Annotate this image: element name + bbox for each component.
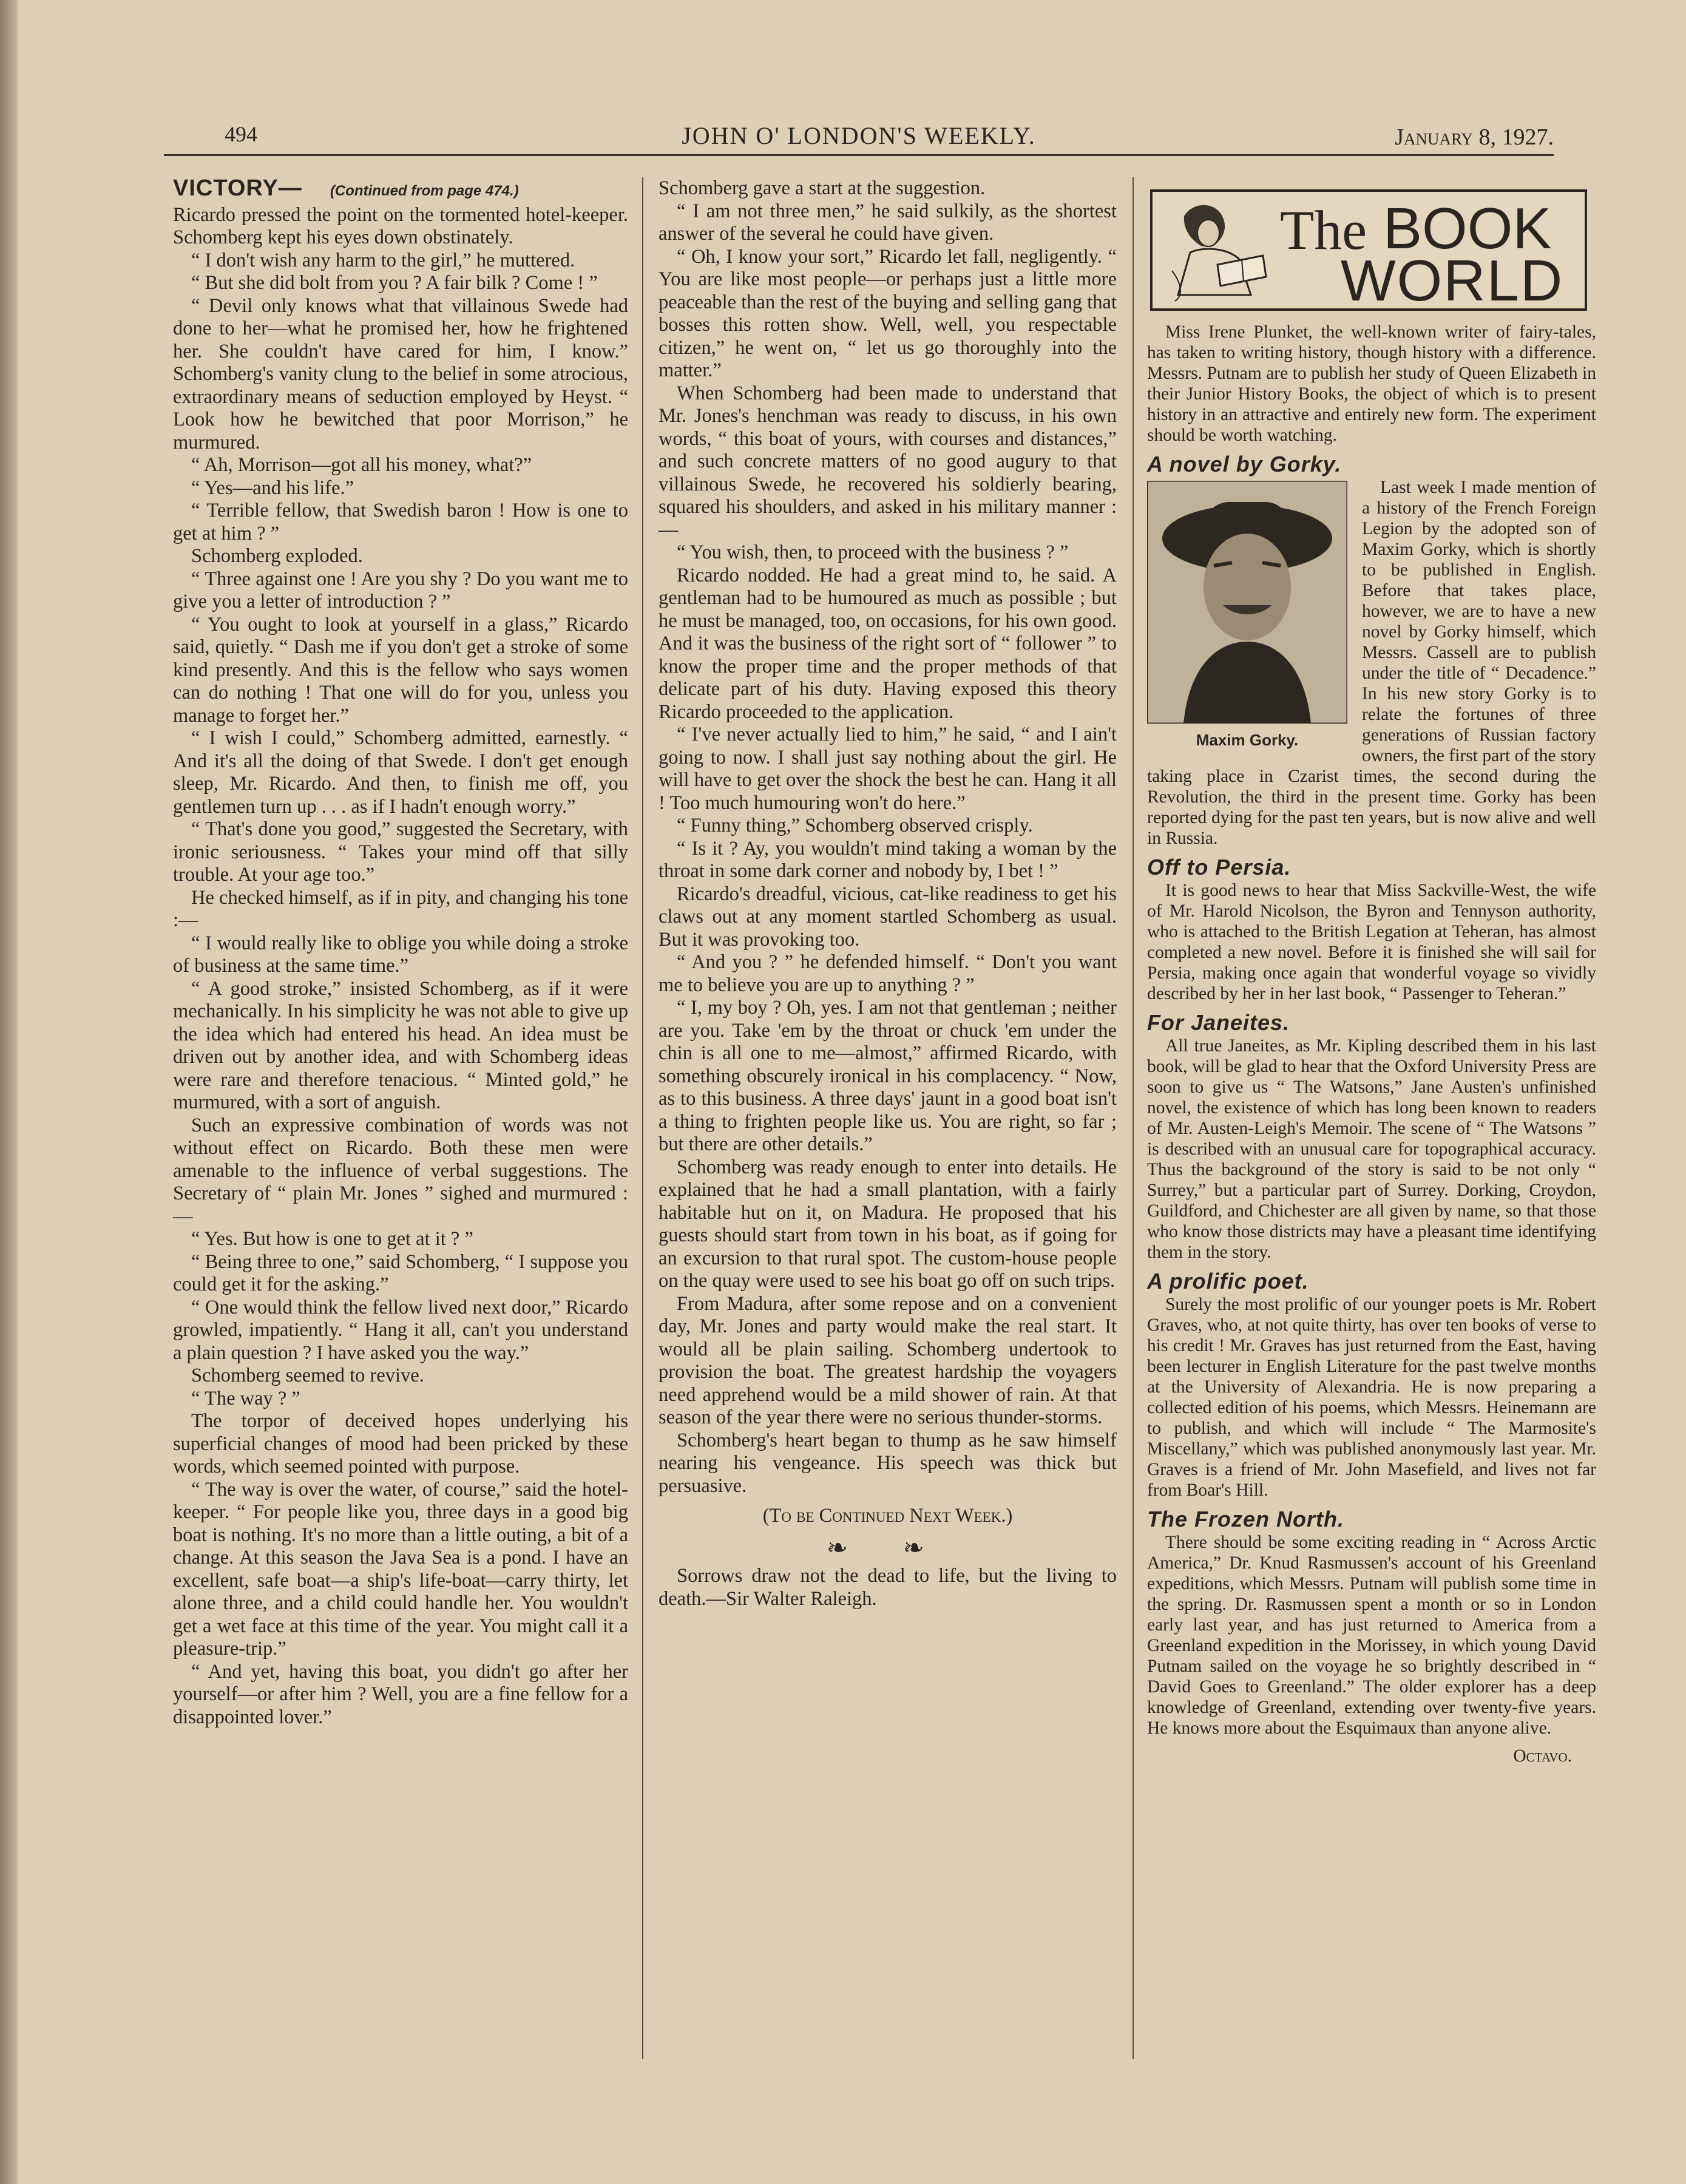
section-body: It is good news to hear that Miss Sackville-West, the wife of Mr. Harold Nicolson, the Byron and Tennyson authority, who is attached to the British Legation at Teheran, has almost completed a new novel. Before it is finished she will sail for Persia, making once again that wonderful voyage so vividly described by her in her last book, “ Passenger to Teheran.” (1147, 881, 1596, 1003)
section-heading: The Frozen North. (1147, 1507, 1344, 1531)
reading-woman-illustration (1160, 198, 1275, 302)
fleuron-ornament: ❧ ❧ (827, 1534, 949, 1562)
section-heading: A novel by Gorky. (1147, 452, 1342, 476)
header-rule (164, 154, 1554, 156)
paragraph: The torpor of deceived hopes underlying his superficial changes of mood had been pricked by these words, which seemed pointed with purpose. (173, 1410, 628, 1477)
page-header (164, 115, 1554, 164)
paragraph: “ One would think the fellow lived next door,” Ricardo growled, impatiently. “ Hang it all, can't you understand a plain question ? I have asked you the way.” (173, 1296, 628, 1364)
section-heading: For Janeites. (1147, 1010, 1290, 1035)
section-body: Last week I made mention of a history of the French Foreign Legion by the adopted son of Maxim Gorky, which is shortly to be published in English. Before that takes place, however, we are to have a new novel by Gorky himself, which Messrs. Cassell are to publish under the title of “ Decadence.” In his new story Gorky is to relate the fortunes of three generations of Russian factory owners, the first part of the story taking place in Czarist times, the second during the Revolution, the third in the present time. Gorky has been reported dying for the past ten years, but is now alive and well in Russia. (1147, 478, 1596, 848)
section-body: Surely the most prolific of our younger poets is Mr. Robert Graves, who, at not quite thirty, has over ten books of verse to his credit ! Mr. Graves has just returned from the East, having been lecturer in English Literature for the past twelve months at the University of Alexandria. He is now preparing a collected edition of his poems, which Messrs. Heinemann are to publish, and which will include “ The Marmosite's Miscellany,” which was published anonymously last year. Mr. Graves is a friend of Mr. John Masefield, and lives not far from Boar's Hill. (1147, 1295, 1596, 1500)
paragraph: “ The way is over the water, of course,” said the hotel-keeper. “ For people like you, three days in a good big boat is nothing. It's no more than a little outing, a bit of a change. At this season the Java Sea is a pond. I have an excellent, safe boat—a ship's life-boat—carry thirty, let alone three, and a child could handle her. You wouldn't get a wet face at this time of the year. You might call it a pleasure-trip.” (173, 1478, 628, 1660)
banner-word-the: The (1280, 199, 1367, 261)
paragraph: Schomberg gave a start at the suggestion. (658, 177, 986, 199)
paragraph: “ Yes. But how is one to get at it ? ” (191, 1228, 473, 1250)
paragraph: “ Devil only knows what that villainous Swede had done to her—what he promised her, how he frightened her. She couldn't have cared for him, I know.” Schomberg's vanity clung to the belief in some atrocious, extraordinary means of seduction employed by Heyst. “ Look how he bewitched that poor Morrison,” he murmured. (173, 294, 628, 453)
victory-heading (173, 177, 628, 203)
paragraph: He checked himself, as if in pity, and changing his tone :— (173, 886, 628, 931)
section-body: All true Janeites, as Mr. Kipling described them in his last book, will be glad to hear that the Oxford University Press are soon to give us “ The Watsons,” Jane Austen's unfinished novel, the existence of which has long been known to readers of Mr. Austen-Leigh's Memoir. The scene of “ The Watsons ” is described with an unusual care for topographical accuracy. Thus the background of the story is said to be not only “ Surrey,” but a particular part of Surrey. Dorking, Croydon, Guildford, and Chichester are all given by name, so that those who know those districts may have a pleasant time identifying them in the story. (1147, 1036, 1596, 1262)
gorky-figure (1147, 481, 1347, 750)
paragraph: Ricardo nodded. He had a great mind to, he said. A gentleman had to be humoured as much as possible ; but he must be managed, too, on occasions, for his own good. And it was the business of the right sort of “ follower ” to know the proper time and the proper methods of that delicate part of his duty. Having exposed this theory Ricardo proceeded to the application. (658, 564, 1117, 723)
victory-column-2 (658, 177, 1117, 1610)
column-divider (642, 177, 643, 2059)
paragraph: “ Yes—and his life.” (191, 476, 354, 499)
section-heading: A prolific poet. (1147, 1269, 1309, 1294)
column-divider (1132, 177, 1134, 2059)
paragraph: “ Is it ? Ay, you wouldn't mind taking a woman by the throat in some dark corner and nobody by, I bet ! ” (658, 837, 1117, 882)
paragraph: “ I've never actually lied to him,” he said, “ and I ain't going to now. I shall just say nothing about the girl. He will have to get over the shock the best he can. Hang it all ! Too much humouring won't do here.” (658, 724, 1117, 814)
section-body: There should be some exciting reading in “ Across Arctic America,” Dr. Knud Rasmussen's account of his Greenland expeditions, which Messrs. Putnam will publish some time in the spring. Dr. Rasmussen spent a month or so in London early last year, and has just returned to America from a Greenland expedition in the Morissey, in which young David Putnam sailed on the voyage he so brightly described in “ David Goes to Greenland.” The older explorer has a deep knowledge of Greenland, extending over twenty-five years. He knows more about the Esquimaux than anyone alive. (1147, 1533, 1596, 1738)
paragraph: “ Three against one ! Are you shy ? Do you want me to give you a letter of introduction ? ” (173, 568, 628, 612)
paragraph: “ I wish I could,” Schomberg admitted, earnestly. “ And it's all the doing of that Swede. I don't get enough sleep, Mr. Ricardo. And then, to finish me off, you gentlemen turn up . . . as if I hadn't enough worry.” (173, 727, 628, 818)
photo-caption: Maxim Gorky. (1196, 731, 1299, 749)
book-world-banner (1150, 189, 1587, 311)
gorky-portrait-photo (1147, 481, 1347, 724)
continued-note: (Continued from page 474.) (330, 183, 519, 199)
paragraph: Schomberg's heart began to thump as he saw himself nearing his vengeance. His speech was thick but persuasive. (658, 1429, 1117, 1497)
banner-word-book: BOOK (1383, 196, 1552, 261)
paragraph: “ I don't wish any harm to the girl,” he muttered. (191, 249, 575, 271)
page-number: 494 (225, 122, 257, 146)
paragraph: Such an expressive combination of words was not without effect on Ricardo. Both these men were amenable to the influence of verbal suggestions. The Secretary of “ plain Mr. Jones ” sighed and murmured :— (173, 1114, 628, 1227)
paragraph: “ Funny thing,” Schomberg observed crisply. (677, 815, 1033, 836)
paragraph: “ But she did bolt from you ? A fair bilk ? Come ! ” (191, 272, 598, 294)
paragraph: “ I am not three men,” he said sulkily, as the shortest answer of the several he could have given. (658, 200, 1117, 245)
banner-word-world: WORLD (1341, 248, 1564, 313)
author-signature: Octavo. (1513, 1746, 1572, 1766)
article-title: VICTORY— (173, 175, 302, 201)
issue-date: January 8, 1927. (1395, 124, 1554, 150)
paragraph: “ You wish, then, to proceed with the business ? ” (677, 541, 1069, 563)
journal-title: JOHN O' LONDON'S WEEKLY. (682, 122, 1036, 149)
to-be-continued: (To be Continued Next Week.) (762, 1505, 1013, 1527)
paragraph: “ I, my boy ? Oh, yes. I am not that gentleman ; neither are you. Take 'em by the throat or chuck 'em under the chin is all one to me—almost,” affirmed Ricardo, with something obscurely ironical in his complacency. “ Now, as to this business. A three days' jaunt in a good boat isn't a thing to frighten people like us. You are right, so far ; but there are other details.” (658, 997, 1117, 1155)
paragraph: From Madura, after some repose and on a convenient day, Mr. Jones and party would make the real start. It would all be plain sailing. Schomberg undertook to provision the boat. The greatest hardship the voyagers need apprehend would be a mild shower of rain. At that season of the year there were no serious thunder-storms. (658, 1292, 1117, 1428)
section-heading: Off to Persia. (1147, 855, 1292, 880)
page-binding-shadow (0, 0, 18, 2184)
paragraph: “ You ought to look at yourself in a glass,” Ricardo said, quietly. “ Dash me if you don't get a stroke of some kind presently. And this is the fellow who says women can do nothing ! That one will do for you, unless you manage to forget her.” (173, 613, 628, 727)
paragraph: “ And you ? ” he defended himself. “ Don't you want me to believe you are up to anything ? ” (658, 951, 1117, 996)
paragraph: Schomberg exploded. (191, 545, 363, 567)
paragraph: “ And yet, having this boat, you didn't go after her yourself—or after him ? Well, you are a fine fellow for a disappointed lover.” (173, 1660, 628, 1728)
paragraph: When Schomberg had been made to understand that Mr. Jones's henchman was ready to discuss, in his own words, “ this boat of yours, with courses and distances,” and such concrete matters of no good augury to that villainous Swede, he recovered his soldierly bearing, squared his shoulders, and asked in his military manner :— (658, 382, 1117, 541)
paragraph: “ That's done you good,” suggested the Secretary, with ironic seriousness. “ Takes your mind off that silly trouble. At your age too.” (173, 818, 628, 886)
article-body (173, 204, 628, 1729)
paragraph: “ A good stroke,” insisted Schomberg, as if it were mechanically. In his simplicity he was not able to give up the idea which had entered his head. An idea must be driven out by another idea, and with Schomberg ideas were rare and therefore tenacious. “ Minted gold,” he murmured, with a sort of anguish. (173, 977, 628, 1113)
paragraph: “ The way ? ” (191, 1387, 300, 1409)
raleigh-quote: Sorrows draw not the dead to life, but the living to death.—Sir Walter Raleigh. (658, 1565, 1117, 1610)
article-body (658, 177, 1117, 1497)
paragraph: “ I would really like to oblige you while doing a stroke of business at the same time.” (173, 932, 628, 977)
paragraph: Schomberg was ready enough to enter into details. He explained that he had a small plantation, with a fairly habitable hut on it, on Madura. He proposed that his guests should start from town in his boat, as if going for an excursion to that rural spot. The custom-house people on the quay were used to see his boat go off on such trips. (658, 1156, 1117, 1292)
paragraph: Schomberg seemed to revive. (191, 1365, 424, 1386)
paragraph: Ricardo pressed the point on the tormented hotel-keeper. Schomberg kept his eyes down obstinately. (173, 203, 628, 248)
paragraph: “ Being three to one,” said Schomberg, “ I suppose you could get it for the asking.” (173, 1250, 628, 1295)
paragraph: Ricardo's dreadful, vicious, cat-like readiness to get his claws out at any moment startled Schomberg as usual. But it was provoking too. (658, 883, 1117, 951)
victory-column-1 (173, 177, 628, 1729)
book-world-column (1147, 322, 1596, 1766)
paragraph: “ Ah, Morrison—got all his money, what?” (191, 454, 532, 476)
paragraph: “ Oh, I know your sort,” Ricardo let fall, negligently. “ You are like most people—or perhaps just a little more peaceable than the rest of the buying and selling gang that bosses this rotten show. Well, well, you respectable citizen,” he went on, “ let us go thoroughly into the matter.” (658, 245, 1117, 381)
book-world-intro: Miss Irene Plunket, the well-known writer of fairy-tales, has taken to writing history, though history with a difference. Messrs. Putnam are to publish her study of Queen Elizabeth in their Junior History Books, the object of which is to present history in an attractive and entirely new form. The experiment should be worth watching. (1147, 322, 1596, 445)
paragraph: “ Terrible fellow, that Swedish baron ! How is one to get at him ? ” (173, 500, 628, 544)
